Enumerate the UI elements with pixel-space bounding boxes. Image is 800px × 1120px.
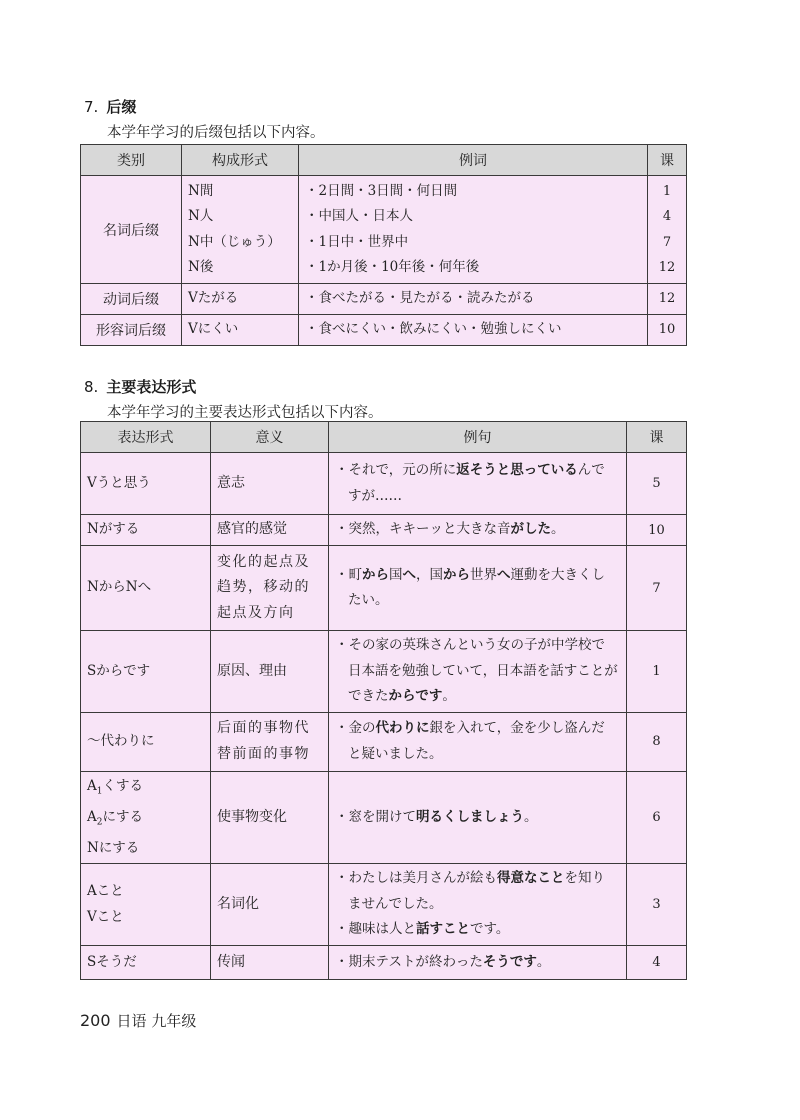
example-sentence bbox=[335, 458, 618, 509]
expression-form: $A_1$くする bbox=[87, 777, 143, 797]
suffix-example-cell bbox=[299, 284, 648, 315]
example-text: です。 bbox=[470, 921, 510, 938]
adjective-type-subscript: 2 bbox=[96, 817, 103, 828]
example-text: 。 bbox=[536, 953, 551, 970]
col-header-lesson: 课 bbox=[627, 422, 687, 453]
example-sentence bbox=[335, 917, 618, 943]
suffix-category: 动词后缀 bbox=[103, 292, 159, 308]
expression-meaning: 变化的起点及 bbox=[217, 553, 310, 570]
expression-row bbox=[81, 945, 687, 979]
expression-form: Nにする bbox=[87, 839, 140, 856]
expression-row bbox=[81, 712, 687, 771]
suffix-example: ・1か月後・10年後・何年後 bbox=[305, 259, 480, 275]
expression-form: Vこと bbox=[87, 908, 124, 925]
adjective-type-subscript: 1 bbox=[96, 786, 103, 797]
expression-form: NからNへ bbox=[87, 579, 152, 596]
suffix-row bbox=[81, 315, 687, 346]
example-bullet: ・ bbox=[335, 637, 349, 653]
example-bullet: ・ bbox=[335, 921, 349, 938]
suffix-lesson-cell bbox=[648, 284, 687, 315]
expression-meaning: 起点及方向 bbox=[217, 604, 295, 621]
example-key-phrase: がした bbox=[510, 521, 551, 538]
expression-table-header-row bbox=[81, 422, 687, 453]
suffix-table bbox=[80, 144, 687, 346]
example-text: 世界 bbox=[470, 566, 497, 583]
expression-form: Sからです bbox=[87, 662, 151, 679]
suffix-form: N後 bbox=[188, 259, 214, 275]
expression-lesson: 10 bbox=[648, 522, 665, 538]
example-text: 銀を入れて，金を少し盗んだと疑いました。 bbox=[348, 720, 605, 762]
suffix-category: 形容词后缀 bbox=[96, 323, 166, 339]
expression-form: Nがする bbox=[87, 521, 140, 538]
example-key-phrase: へ bbox=[402, 566, 416, 583]
example-bullet: ・ bbox=[335, 720, 349, 736]
example-text: 趣味は人と bbox=[348, 921, 416, 938]
suffix-example: ・中国人・日本人 bbox=[305, 208, 413, 224]
expression-example-cell bbox=[329, 546, 627, 631]
section7-number: 7. bbox=[84, 98, 99, 116]
expression-form: $A_2$にする bbox=[87, 808, 143, 828]
suffix-form: N間 bbox=[188, 182, 214, 199]
expression-row bbox=[81, 864, 687, 946]
example-key-phrase: 代わりに bbox=[375, 720, 430, 736]
expression-meaning-cell bbox=[211, 712, 329, 771]
expression-meaning-cell bbox=[211, 945, 329, 979]
example-sentence bbox=[335, 716, 618, 767]
section8-title bbox=[84, 376, 196, 397]
suffix-category-cell bbox=[81, 284, 182, 315]
expression-lesson-cell bbox=[627, 546, 687, 631]
expression-lesson: 5 bbox=[652, 476, 661, 491]
example-key-phrase: から bbox=[443, 566, 470, 583]
expression-form-cell bbox=[81, 453, 211, 515]
expression-meaning: 原因、理由 bbox=[217, 662, 287, 679]
suffix-example-cell bbox=[299, 176, 648, 284]
suffix-form-cell bbox=[182, 315, 299, 346]
expression-lesson: 3 bbox=[652, 897, 661, 913]
example-key-phrase: 明るくしましょう bbox=[416, 808, 524, 825]
example-bullet: ・ bbox=[335, 870, 349, 887]
expression-example-cell bbox=[329, 453, 627, 515]
expression-example-cell bbox=[329, 864, 627, 946]
expression-meaning: 后面的事物代 bbox=[217, 720, 310, 736]
suffix-form: Vたがる bbox=[188, 290, 239, 307]
example-text: 。 bbox=[551, 521, 565, 538]
example-text: ，国 bbox=[416, 566, 443, 583]
example-key-phrase: そうです bbox=[482, 953, 537, 970]
example-text: 町 bbox=[348, 566, 362, 583]
expression-form-cell bbox=[81, 631, 211, 713]
expression-meaning-cell bbox=[211, 864, 329, 946]
expression-meaning: 替前面的事物 bbox=[217, 745, 310, 762]
expression-row bbox=[81, 546, 687, 631]
example-text: わたしは美月さんが絵も bbox=[348, 870, 497, 887]
example-sentence bbox=[335, 950, 618, 976]
expression-meaning-cell bbox=[211, 771, 329, 864]
suffix-lesson-cell bbox=[648, 176, 687, 284]
example-sentence bbox=[335, 633, 618, 710]
suffix-form: N中（じゅう） bbox=[188, 233, 281, 250]
example-text: 運動を大きくしたい。 bbox=[348, 566, 605, 608]
suffix-example-cell bbox=[299, 315, 648, 346]
suffix-form-cell bbox=[182, 284, 299, 315]
suffix-form: N人 bbox=[188, 208, 214, 224]
expression-form-cell bbox=[81, 945, 211, 979]
example-sentence bbox=[335, 517, 618, 543]
expression-row bbox=[81, 453, 687, 515]
expression-meaning: 趋势，移动的 bbox=[217, 579, 310, 596]
example-text: 。 bbox=[442, 688, 456, 704]
example-text: 金の bbox=[348, 720, 376, 736]
expression-meaning: 感官的感觉 bbox=[217, 521, 287, 538]
example-key-phrase: 返そうと思っている bbox=[456, 462, 578, 478]
col-header-form: 构成形式 bbox=[182, 145, 299, 176]
book-title: 日语 九年级 bbox=[116, 1012, 197, 1030]
expression-lesson-cell bbox=[627, 771, 687, 864]
suffix-lesson: 1 bbox=[662, 183, 672, 199]
suffix-row bbox=[81, 284, 687, 315]
col-header-example-words: 例词 bbox=[299, 145, 648, 176]
col-header-meaning: 意义 bbox=[211, 422, 329, 453]
suffix-example: ・2日間・3日間・何日間 bbox=[305, 182, 458, 199]
expression-lesson: 8 bbox=[652, 734, 661, 749]
suffix-category-cell bbox=[81, 315, 182, 346]
expression-lesson-cell bbox=[627, 453, 687, 515]
suffix-example: ・食べたがる・見たがる・読みたがる bbox=[305, 290, 535, 307]
expression-form: Aこと bbox=[87, 883, 124, 900]
expression-example-cell bbox=[329, 631, 627, 713]
expression-form-cell bbox=[81, 546, 211, 631]
example-sentence bbox=[335, 563, 618, 614]
expression-example-cell bbox=[329, 712, 627, 771]
example-text: 国 bbox=[389, 566, 403, 583]
expression-lesson: 7 bbox=[652, 580, 661, 596]
expression-meaning-cell bbox=[211, 453, 329, 515]
section8-title-text: 主要表达形式 bbox=[106, 378, 197, 396]
expression-row bbox=[81, 631, 687, 713]
col-header-lesson: 课 bbox=[648, 145, 687, 176]
suffix-category-cell bbox=[81, 176, 182, 284]
expression-meaning-cell bbox=[211, 631, 329, 713]
col-header-example-sentence: 例句 bbox=[329, 422, 627, 453]
example-key-phrase: 話すこと bbox=[416, 921, 470, 938]
example-key-phrase: からです bbox=[388, 688, 443, 704]
expression-form: Vうと思う bbox=[87, 474, 151, 491]
suffix-row bbox=[81, 176, 687, 284]
expression-form-cell bbox=[81, 771, 211, 864]
example-key-phrase: 得意なこと bbox=[497, 870, 565, 887]
example-bullet: ・ bbox=[335, 521, 349, 538]
expression-meaning-cell bbox=[211, 546, 329, 631]
expression-lesson-cell bbox=[627, 712, 687, 771]
col-header-expression: 表达形式 bbox=[81, 422, 211, 453]
example-text: 。 bbox=[524, 808, 538, 825]
expression-form-cell bbox=[81, 864, 211, 946]
expression-meaning: 意志 bbox=[217, 474, 245, 491]
col-header-category: 类别 bbox=[81, 145, 182, 176]
example-key-phrase: へ bbox=[497, 566, 511, 583]
suffix-lesson: 12 bbox=[658, 260, 676, 275]
section7-title-text: 后缀 bbox=[106, 98, 137, 116]
expression-lesson-cell bbox=[627, 945, 687, 979]
example-text: んですが…… bbox=[348, 462, 605, 504]
expression-form-cell bbox=[81, 515, 211, 546]
section7-intro: 本学年学习的后缀包括以下内容。 bbox=[107, 125, 325, 141]
expression-example-cell bbox=[329, 945, 627, 979]
suffix-lesson: 7 bbox=[662, 234, 672, 250]
expression-form: Sそうだ bbox=[87, 953, 137, 970]
example-bullet: ・ bbox=[335, 462, 349, 478]
example-text: 突然，キキーッと大きな音 bbox=[348, 521, 511, 538]
example-bullet: ・ bbox=[335, 953, 349, 970]
expression-lesson: 4 bbox=[652, 954, 661, 970]
example-key-phrase: から bbox=[362, 566, 389, 583]
expression-row bbox=[81, 515, 687, 546]
suffix-lesson: 12 bbox=[658, 291, 676, 307]
suffix-lesson: 10 bbox=[658, 322, 676, 338]
suffix-form-cell bbox=[182, 176, 299, 284]
section8-intro: 本学年学习的主要表达形式包括以下内容。 bbox=[107, 405, 383, 421]
expression-form-cell bbox=[81, 712, 211, 771]
suffix-form: Vにくい bbox=[188, 321, 239, 338]
section8-number: 8. bbox=[84, 378, 99, 396]
expression-form: ～代わりに bbox=[87, 732, 155, 749]
expression-meaning: 使事物变化 bbox=[217, 808, 287, 825]
expression-table bbox=[80, 421, 687, 980]
expression-meaning: 名词化 bbox=[217, 895, 259, 912]
example-text: それで，元の所に bbox=[348, 462, 457, 478]
section7-title bbox=[84, 96, 136, 117]
suffix-example: ・食べにくい・飲みにくい・勉強しにくい bbox=[305, 321, 562, 338]
expression-example-cell bbox=[329, 771, 627, 864]
suffix-lesson-cell bbox=[648, 315, 687, 346]
example-bullet: ・ bbox=[335, 566, 349, 583]
suffix-lesson: 4 bbox=[662, 209, 672, 224]
expression-lesson-cell bbox=[627, 864, 687, 946]
expression-lesson-cell bbox=[627, 515, 687, 546]
suffix-example: ・1日中・世界中 bbox=[305, 233, 409, 250]
example-text: 窓を開けて bbox=[348, 808, 416, 825]
expression-lesson: 6 bbox=[652, 809, 661, 825]
expression-lesson: 1 bbox=[652, 663, 661, 679]
example-sentence bbox=[335, 805, 618, 831]
expression-row bbox=[81, 771, 687, 864]
example-text: を知りませんでした。 bbox=[348, 870, 605, 912]
page-footer bbox=[80, 1010, 196, 1031]
expression-meaning: 传闻 bbox=[217, 953, 245, 970]
page-number: 200 bbox=[80, 1011, 111, 1030]
example-text: 期末テストが終わった bbox=[348, 953, 483, 970]
suffix-category: 名词后缀 bbox=[103, 222, 159, 239]
suffix-table-header-row bbox=[81, 145, 687, 176]
expression-example-cell bbox=[329, 515, 627, 546]
expression-lesson-cell bbox=[627, 631, 687, 713]
example-bullet: ・ bbox=[335, 808, 349, 825]
example-text: その家の英珠さんという女の子が中学校で日本語を勉強していて，日本語を話すことができた bbox=[348, 637, 618, 704]
expression-meaning-cell bbox=[211, 515, 329, 546]
example-sentence bbox=[335, 866, 618, 917]
